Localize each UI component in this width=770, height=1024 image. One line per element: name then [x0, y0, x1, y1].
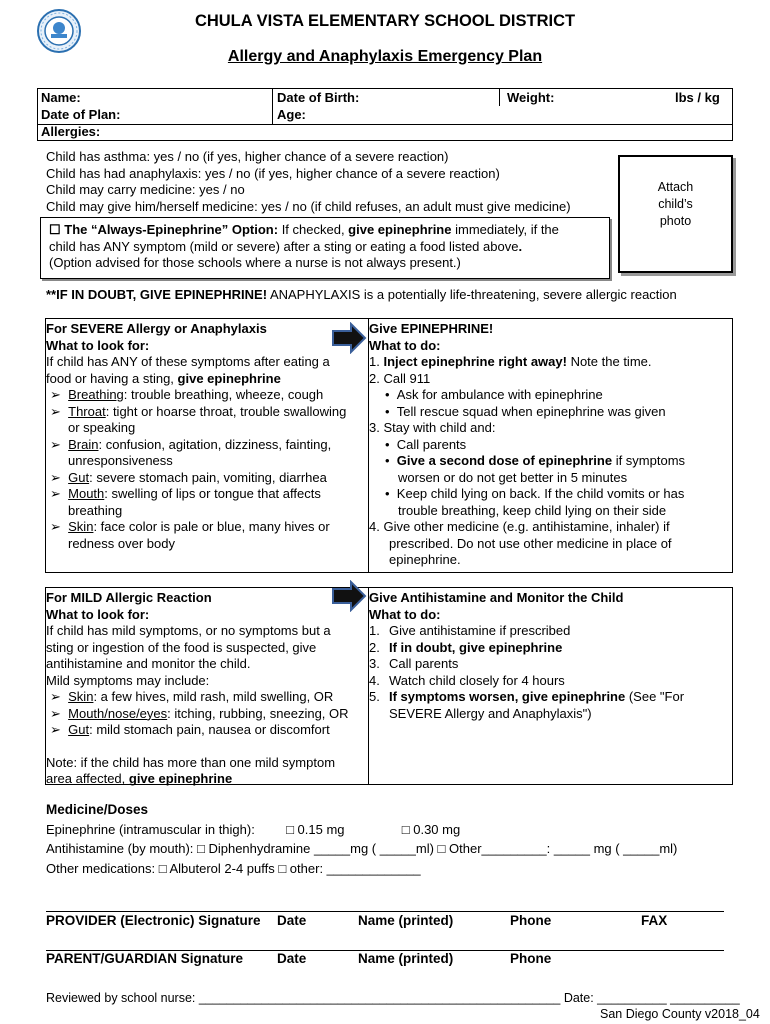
self-administer-question[interactable]: Child may give him/herself medicine: yes / no (if child refuses, an adult must give medicine) — [46, 198, 571, 214]
step-text: epinephrine. — [389, 552, 461, 567]
symptom-text: : confusion, agitation, dizziness, fainting, — [98, 436, 332, 452]
symptom-label: Skin — [68, 519, 94, 534]
bullet: • — [385, 453, 390, 468]
severe-symptom-item — [46, 404, 346, 421]
signature-line — [46, 911, 724, 912]
severe-symptom-item — [46, 387, 346, 404]
always-epinephrine-option — [40, 217, 610, 279]
mild-symptom-item — [46, 689, 349, 706]
mild-symptom-item — [46, 722, 349, 739]
bullet-text: Tell rescue squad when epinephrine was given — [396, 403, 666, 419]
symptom-text: : severe stomach pain, vomiting, diarrhea — [89, 469, 327, 485]
symptom-label: Mouth — [68, 486, 105, 501]
health-questions — [46, 149, 571, 215]
severe-symptom-item — [46, 486, 346, 503]
step-text: SEVERE Allergy and Anaphylaxis") — [389, 705, 592, 721]
option-note: (Option advised for those schools where a nurse is not always present.) — [49, 255, 461, 270]
provider-fax-label[interactable]: FAX — [641, 913, 668, 928]
mild-intro: sting or ingestion of the food is suspected, give — [46, 639, 317, 655]
bullet: • — [385, 403, 390, 419]
bullet-text: worsen or do not get better in 5 minutes — [398, 469, 628, 485]
mild-look-for: What to look for: — [46, 606, 150, 622]
step-number: 5. — [369, 689, 380, 704]
mild-note-emphasis: give epinephrine — [128, 771, 233, 786]
step-emphasis: If in doubt, give epinephrine — [389, 639, 563, 655]
symptom-label: Skin — [68, 689, 94, 704]
nurse-review-line[interactable]: Reviewed by school nurse: ____________________________________________________ Date: __________ __________ — [46, 991, 740, 1005]
mild-action-title: Give Antihistamine and Monitor the Child — [369, 590, 624, 605]
epinephrine-015-option[interactable]: □ 0.15 mg — [286, 821, 345, 837]
severe-intro: food or having a sting, — [46, 370, 178, 386]
step-text: Give antihistamine if prescribed — [389, 623, 571, 638]
always-epinephrine-label: The “Always-Epinephrine” Option: — [64, 222, 279, 237]
provider-signature-label[interactable]: PROVIDER (Electronic) Signature — [46, 913, 261, 928]
document-subtitle: Allergy and Anaphylaxis Emergency Plan — [227, 48, 543, 65]
provider-name-label[interactable]: Name (printed) — [358, 913, 454, 928]
arrow-bullet-icon: ➢ — [50, 403, 61, 419]
severe-what-to-do: What to do: — [369, 337, 441, 353]
symptom-text: or speaking — [68, 420, 136, 435]
mild-title: For MILD Allergic Reaction — [46, 590, 212, 605]
weight-units: lbs / kg — [675, 90, 720, 105]
step-text: Call parents — [389, 656, 459, 671]
carry-medicine-question[interactable]: Child may carry medicine: yes / no — [46, 182, 245, 197]
bullet-text: Keep child lying on back. If the child vomits or has — [396, 486, 685, 501]
date-of-plan-field[interactable]: Date of Plan: — [41, 107, 121, 122]
symptom-text: : face color is pale or blue, many hives or — [93, 519, 330, 534]
step-number: 4. — [369, 672, 380, 688]
other-medications-line[interactable]: Other medications: □ Albuterol 2-4 puffs □ other: _____________ — [46, 860, 421, 876]
arrow-bullet-icon: ➢ — [50, 387, 61, 402]
mild-reaction-section — [45, 587, 733, 785]
mild-step-item — [369, 656, 684, 673]
severe-symptom-item — [46, 437, 346, 454]
severe-reaction-section — [45, 318, 733, 573]
step-number: 1. — [369, 354, 384, 369]
symptom-text: : trouble breathing, wheeze, cough — [123, 387, 324, 402]
severe-intro-emphasis: give epinephrine — [177, 370, 281, 386]
doubt-emphasis: **IF IN DOUBT, GIVE EPINEPHRINE! — [46, 287, 268, 302]
bullet-text: Ask for ambulance with epinephrine — [396, 387, 603, 402]
mild-step-item — [369, 640, 684, 657]
option-text: child has ANY symptom (mild or severe) after a sting or eating a food listed above — [49, 238, 519, 254]
severe-title: For SEVERE Allergy or Anaphylaxis — [46, 321, 267, 336]
bullet: • — [385, 387, 390, 402]
arrow-bullet-icon: ➢ — [50, 689, 61, 704]
antihistamine-line[interactable]: Antihistamine (by mouth): □ Diphenhydramine _____mg ( _____ml) □ Other_________: _____ mg ( _____ml) — [46, 841, 678, 856]
arrow-bullet-icon: ➢ — [50, 722, 61, 737]
version-label: San Diego County v2018_04 — [600, 1007, 760, 1021]
always-epinephrine-checkbox[interactable]: ☐ — [49, 222, 61, 237]
mild-step-list — [369, 623, 684, 706]
allergies-field[interactable]: Allergies: — [41, 124, 101, 139]
severe-look-for: What to look for: — [46, 337, 150, 353]
mild-intro: If child has mild symptoms, or no symptoms but a — [46, 623, 331, 638]
symptom-text: : a few hives, mild rash, mild swelling, OR — [93, 689, 334, 704]
bullet-emphasis: Give a second dose of epinephrine — [396, 453, 613, 468]
severe-intro: If child has ANY of these symptoms after eating a — [46, 354, 330, 369]
photo-label-line: photo — [659, 214, 692, 228]
step-text: Watch child closely for 4 hours — [389, 672, 565, 688]
mild-symptom-list — [46, 689, 349, 739]
symptom-text: breathing — [68, 502, 123, 518]
mild-intro: antihistamine and monitor the child. — [46, 656, 251, 671]
bullet-text: Call parents — [396, 436, 467, 452]
symptom-text: redness over body — [68, 535, 175, 551]
step-number: 3. — [369, 656, 380, 671]
symptom-label: Brain — [68, 436, 99, 452]
student-info-table — [37, 88, 733, 141]
parent-phone-label[interactable]: Phone — [510, 951, 552, 966]
option-text: . — [518, 238, 523, 254]
photo-label-line: Attach — [657, 180, 694, 194]
doubt-text: ANAPHYLAXIS is a potentially life-threatening, severe allergic reaction — [267, 287, 677, 302]
step-text: 3. Stay with child and: — [369, 420, 496, 435]
step-number: 2. — [369, 639, 380, 655]
medicine-title: Medicine/Doses — [46, 802, 149, 817]
epinephrine-label: Epinephrine (intramuscular in thigh): — [46, 821, 255, 837]
mild-step-item — [369, 689, 684, 706]
parent-date-label[interactable]: Date — [277, 951, 307, 966]
mild-note: Note: if the child has more than one mild symptom — [46, 754, 336, 770]
weight-field[interactable]: Weight: — [507, 90, 555, 105]
severe-symptom-list — [46, 387, 346, 552]
option-text: If checked, — [278, 222, 349, 237]
step-text: Note the time. — [566, 354, 652, 369]
symptom-label: Throat — [68, 403, 106, 419]
arrow-bullet-icon: ➢ — [50, 519, 61, 534]
photo-placeholder[interactable] — [618, 155, 733, 273]
age-field[interactable]: Age: — [277, 107, 306, 122]
bullet-text: trouble breathing, keep child lying on their side — [398, 502, 667, 518]
symptom-text: : mild stomach pain, nausea or discomfort — [89, 722, 330, 737]
symptom-label: Gut — [68, 469, 90, 485]
mild-step-item — [369, 673, 684, 690]
medicine-doses — [46, 802, 677, 877]
mild-note: area affected, — [46, 771, 129, 786]
symptom-text: unresponsiveness — [68, 453, 173, 468]
severe-action-title: Give EPINEPHRINE! — [369, 321, 494, 336]
option-emphasis: give epinephrine — [348, 222, 452, 237]
severe-symptom-item — [46, 519, 346, 536]
option-text: immediately, if the — [451, 222, 559, 237]
arrow-bullet-icon: ➢ — [50, 705, 61, 721]
symptom-label: Mouth/nose/eyes — [68, 705, 168, 721]
step-emphasis: If symptoms worsen, give epinephrine — [389, 689, 626, 704]
symptom-text: : swelling of lips or tongue that affects — [104, 486, 321, 501]
provider-date-label[interactable]: Date — [277, 913, 307, 928]
severe-symptom-item — [46, 470, 346, 487]
photo-label-line: child’s — [658, 197, 693, 211]
epinephrine-030-option[interactable]: □ 0.30 mg — [401, 821, 461, 837]
anaphylaxis-history-question[interactable]: Child has had anaphylaxis: yes / no (if yes, higher chance of a severe reaction) — [46, 165, 500, 181]
mild-what-to-do: What to do: — [369, 606, 441, 622]
symptom-text: : tight or hoarse throat, trouble swallowing — [105, 403, 347, 419]
mild-step-item — [369, 623, 684, 640]
step-text: 4. Give other medicine (e.g. antihistamine, inhaler) if — [369, 519, 670, 534]
bullet-text: if symptoms — [612, 453, 686, 468]
step-text: prescribed. Do not use other medicine in place of — [389, 535, 672, 551]
step-emphasis: Inject epinephrine right away! — [383, 354, 567, 369]
asthma-question[interactable]: Child has asthma: yes / no (if yes, higher chance of a severe reaction) — [46, 149, 449, 164]
if-in-doubt-banner — [46, 287, 677, 304]
step-number: 1. — [369, 623, 380, 638]
dob-field[interactable]: Date of Birth: — [277, 90, 360, 105]
bullet: • — [385, 436, 390, 452]
mild-intro: Mild symptoms may include: — [46, 672, 210, 688]
symptom-label: Breathing — [68, 387, 124, 402]
parent-signature-label[interactable]: PARENT/GUARDIAN Signature — [46, 951, 244, 966]
step-text: 2. Call 911 — [369, 370, 431, 386]
symptom-label: Gut — [68, 722, 90, 737]
step-text: (See "For — [625, 689, 685, 704]
arrow-bullet-icon: ➢ — [50, 486, 61, 501]
provider-phone-label[interactable]: Phone — [510, 913, 552, 928]
arrow-bullet-icon: ➢ — [50, 469, 61, 485]
parent-name-label[interactable]: Name (printed) — [358, 951, 454, 966]
document-title: CHULA VISTA ELEMENTARY SCHOOL DISTRICT — [194, 12, 576, 30]
arrow-bullet-icon: ➢ — [50, 436, 61, 452]
bullet: • — [385, 486, 390, 501]
name-field[interactable]: Name: — [41, 90, 81, 105]
symptom-text: : itching, rubbing, sneezing, OR — [167, 705, 349, 721]
mild-symptom-item — [46, 706, 349, 723]
